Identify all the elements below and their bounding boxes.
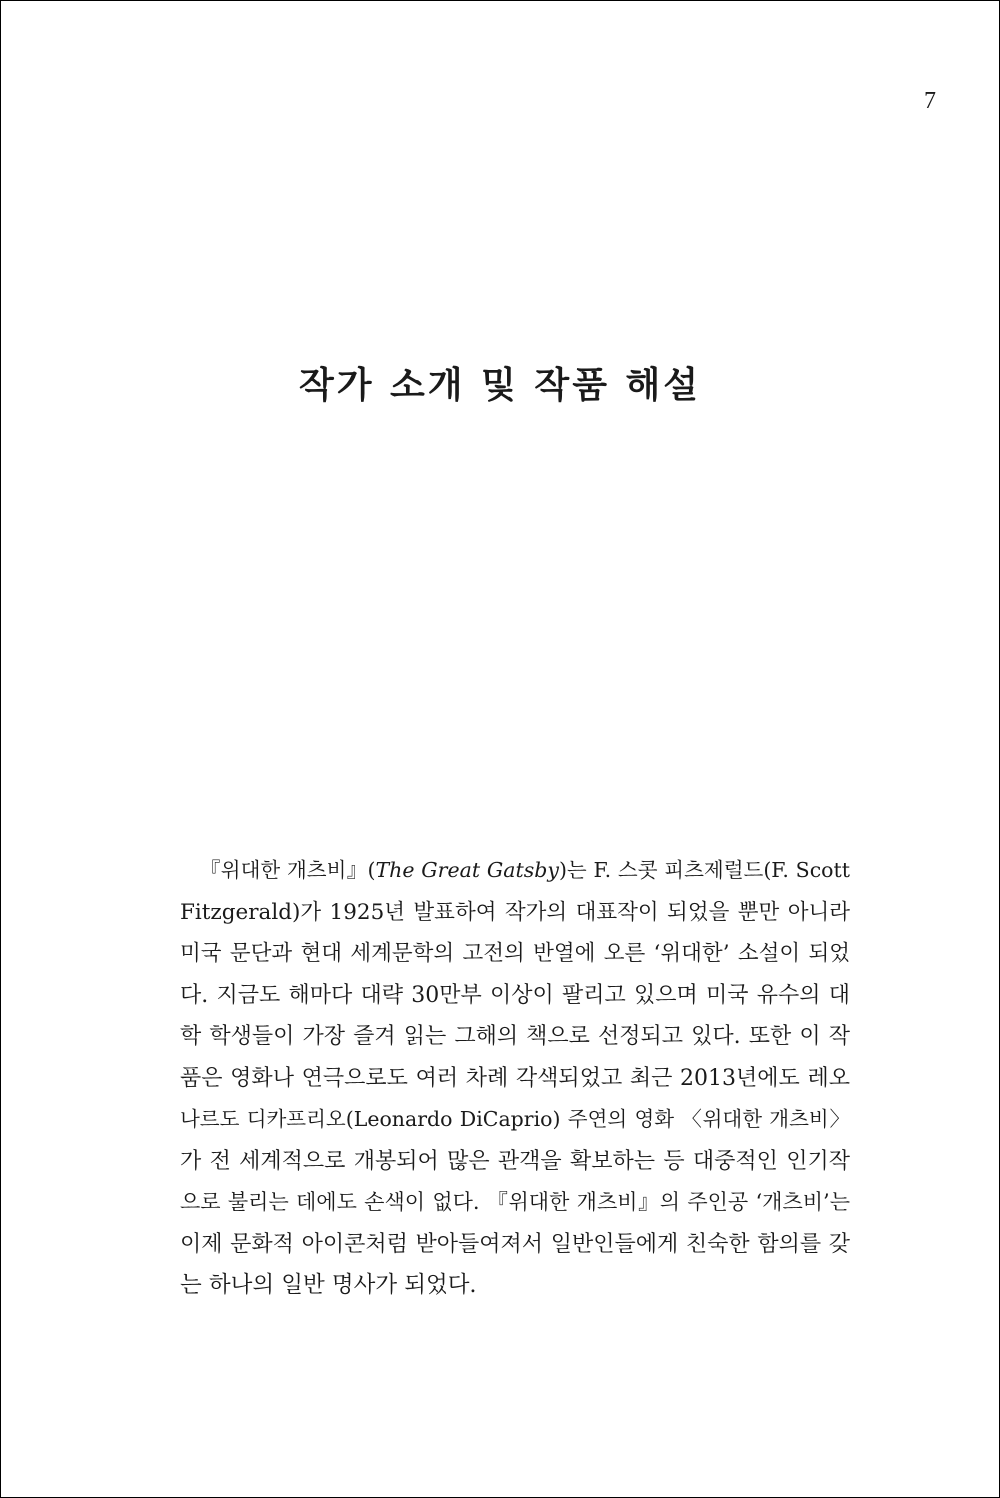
body-line: 품은 영화나 연극으로도 여러 차례 각색되었고 최근 2013년에도 레오 [180, 1065, 850, 1091]
english-title: The Great Gatsby [375, 858, 559, 882]
chapter-title: 작가 소개 및 작품 해설 [298, 364, 702, 406]
body-line: 가 전 세계적으로 개봉되어 많은 관객을 확보하는 등 대중적인 인기작 [180, 1148, 850, 1174]
body-line: 으로 불리는 데에도 손색이 없다. 『위대한 개츠비』의 주인공 ‘개츠비’는 [180, 1190, 850, 1214]
body-line: 미국 문단과 현대 세계문학의 고전의 반열에 오른 ‘위대한’ 소설이 되었 [180, 941, 850, 966]
page-number: 7 [924, 88, 936, 114]
body-line: 학 학생들이 가장 즐겨 읽는 그해의 책으로 선정되고 있다. 또한 이 작 [180, 1024, 850, 1049]
body-line: Fitzgerald)가 1925년 발표하여 작가의 대표작이 되었을 뿐만 아니라 [180, 899, 850, 925]
body-paragraph [180, 850, 850, 1307]
body-line: 『위대한 개츠비』(The Great Gatsby)는 F. 스콧 피츠제럴드(F. Scott [200, 858, 851, 882]
body-line: 나르도 디카프리오(Leonardo DiCaprio) 주연의 영화 〈위대한 개츠비〉 [180, 1107, 850, 1131]
body-line: 이제 문화적 아이콘처럼 받아들여져서 일반인들에게 친숙한 함의를 갖 [180, 1231, 850, 1257]
body-line: 다. 지금도 해마다 대략 30만부 이상이 팔리고 있으며 미국 유수의 대 [180, 982, 850, 1008]
body-line: 는 하나의 일반 명사가 되었다. [180, 1272, 477, 1298]
